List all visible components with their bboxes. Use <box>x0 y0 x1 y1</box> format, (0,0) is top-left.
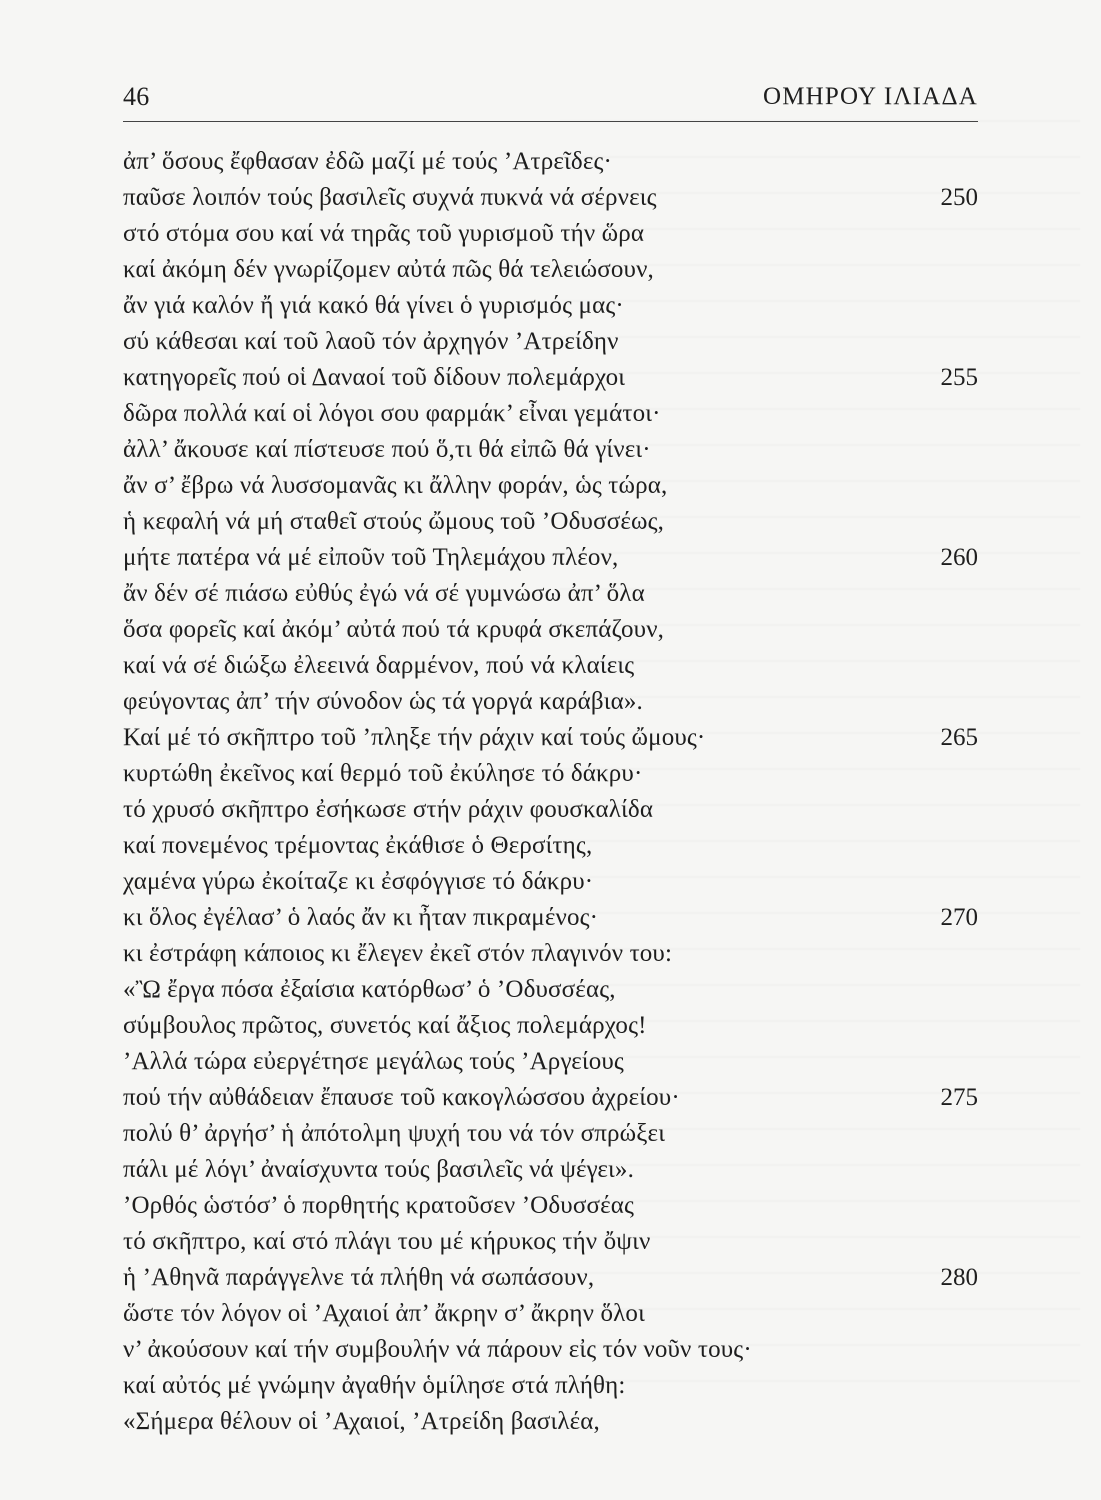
verse-text: σύ κάθεσαι καί τοῦ λαοῦ τόν ἀρχηγόν ’Ατρείδην <box>123 328 619 355</box>
verse-text: ἡ ’Αθηνᾶ παράγγελνε τά πλήθη νά σωπάσουν, <box>123 1264 595 1291</box>
verse-line <box>123 756 978 792</box>
verse-line <box>123 1332 978 1368</box>
verse-text: κατηγορεῖς πού οἱ Δαναοί τοῦ δίδουν πολεμάρχοι <box>123 364 626 391</box>
verse-line <box>123 1116 978 1152</box>
verse-text: πού τήν αὐθάδειαν ἔπαυσε τοῦ κακογλώσσου ἀχρείου· <box>123 1084 680 1111</box>
verse-text: ’Αλλά τώρα εὐεργέτησε μεγάλως τούς ’Αργείους <box>123 1048 624 1075</box>
verse-line <box>123 1224 978 1260</box>
verse-line <box>123 180 978 216</box>
verse-line <box>123 1368 978 1404</box>
verse-line <box>123 144 978 180</box>
verse-line <box>123 216 978 252</box>
line-number: 265 <box>940 724 978 751</box>
verse-text: ἀπ’ ὅσους ἔφθασαν ἐδῶ μαζί μέ τούς ’Ατρεῖδες· <box>123 148 612 175</box>
verse-text-block <box>123 144 978 1440</box>
verse-line <box>123 1080 978 1116</box>
verse-text: κυρτώθη ἐκεῖνος καί θερμό τοῦ ἐκύλησε τό δάκρυ· <box>123 760 643 787</box>
verse-text: δῶρα πολλά καί οἱ λόγοι σου φαρμάκ’ εἶναι γεμάτοι· <box>123 400 661 427</box>
verse-text: «Ὢ ἔργα πόσα ἐξαίσια κατόρθωσ’ ὁ ’Οδυσσέας, <box>123 976 616 1003</box>
verse-line <box>123 720 978 756</box>
verse-text: καί πονεμένος τρέμοντας ἐκάθισε ὁ Θερσίτης, <box>123 832 593 859</box>
verse-line <box>123 288 978 324</box>
line-number: 250 <box>940 184 978 211</box>
verse-line <box>123 1044 978 1080</box>
verse-line <box>123 900 978 936</box>
verse-text: ἄν σ’ ἔβρω νά λυσσομανᾶς κι ἄλλην φοράν, ὡς τώρα, <box>123 472 668 499</box>
verse-text: πάλι μέ λόγι’ ἀναίσχυντα τούς βασιλεῖς νά ψέγει». <box>123 1156 634 1183</box>
verse-line <box>123 1152 978 1188</box>
verse-text: καί αὐτός μέ γνώμην ἀγαθήν ὁμίλησε στά πλήθη: <box>123 1372 626 1399</box>
verse-text: κι ἐστράφη κάποιος κι ἔλεγεν ἐκεῖ στόν πλαγινόν του: <box>123 940 673 967</box>
verse-line <box>123 432 978 468</box>
verse-line <box>123 792 978 828</box>
running-title: ΟΜΗΡΟΥ ΙΛΙΑΔΑ <box>763 83 978 110</box>
verse-text: σύμβουλος πρῶτος, συνετός καί ἄξιος πολεμάρχος! <box>123 1012 647 1039</box>
verse-text: ἄν δέν σέ πιάσω εὐθύς ἐγώ νά σέ γυμνώσω ἀπ’ ὅλα <box>123 580 645 607</box>
verse-text: ν’ ἀκούσουν καί τήν συμβουλήν νά πάρουν εἰς τόν νοῦν τους· <box>123 1336 752 1363</box>
verse-text: Καί μέ τό σκῆπτρο τοῦ ’πληξε τήν ράχιν καί τούς ὤμους· <box>123 724 706 751</box>
verse-line <box>123 1296 978 1332</box>
verse-line <box>123 1404 978 1440</box>
verse-line <box>123 504 978 540</box>
verse-text: κι ὅλος ἐγέλασ’ ὁ λαός ἄν κι ἦταν πικραμένος· <box>123 904 599 931</box>
verse-text: παῦσε λοιπόν τούς βασιλεῖς συχνά πυκνά νά σέρνεις <box>123 184 657 211</box>
line-number: 270 <box>940 904 978 931</box>
line-number: 280 <box>940 1264 978 1291</box>
verse-line <box>123 396 978 432</box>
verse-line <box>123 936 978 972</box>
verse-text: ὥστε τόν λόγον οἱ ’Αχαιοί ἀπ’ ἄκρην σ’ ἄκρην ὅλοι <box>123 1300 645 1327</box>
verse-text: χαμένα γύρω ἐκοίταζε κι ἐσφόγγισε τό δάκρυ· <box>123 868 594 895</box>
verse-line <box>123 1188 978 1224</box>
header-rule <box>123 121 978 122</box>
verse-text: ἀλλ’ ἄκουσε καί πίστευσε πού ὅ,τι θά εἰπῶ θά γίνει· <box>123 436 651 463</box>
verse-text: φεύγοντας ἀπ’ τήν σύνοδον ὡς τά γοργά καράβια». <box>123 688 643 715</box>
verse-text: πολύ θ’ ἀργήσ’ ἡ ἀπότολμη ψυχή του νά τόν σπρώξει <box>123 1120 666 1147</box>
verse-text: ἄν γιά καλόν ἤ γιά κακό θά γίνει ὁ γυρισμός μας· <box>123 292 624 319</box>
verse-text: ἡ κεφαλή νά μή σταθεῖ στούς ὤμους τοῦ ’Οδυσσέως, <box>123 508 665 535</box>
verse-line <box>123 324 978 360</box>
verse-line <box>123 864 978 900</box>
verse-text: στό στόμα σου καί νά τηρᾶς τοῦ γυρισμοῦ τήν ὥρα <box>123 220 645 247</box>
verse-line <box>123 576 978 612</box>
verse-line <box>123 360 978 396</box>
verse-line <box>123 1260 978 1296</box>
verse-line <box>123 540 978 576</box>
verse-text: καί ἀκόμη δέν γνωρίζομεν αὐτά πῶς θά τελειώσουν, <box>123 256 654 283</box>
verse-text: τό χρυσό σκῆπτρο ἐσήκωσε στήν ράχιν φουσκαλίδα <box>123 796 654 823</box>
verse-line <box>123 468 978 504</box>
verse-line <box>123 1008 978 1044</box>
verse-line <box>123 684 978 720</box>
verse-text: μήτε πατέρα νά μέ εἰποῦν τοῦ Τηλεμάχου πλέον, <box>123 544 619 571</box>
verse-line <box>123 828 978 864</box>
verse-line <box>123 252 978 288</box>
verse-line <box>123 648 978 684</box>
verse-text: καί νά σέ διώξω ἐλεεινά δαρμένον, πού νά κλαίεις <box>123 652 635 679</box>
page-number: 46 <box>123 82 150 111</box>
page-header <box>123 82 978 116</box>
line-number: 260 <box>940 544 978 571</box>
verse-text: ὅσα φορεῖς καί ἀκόμ’ αὐτά πού τά κρυφά σκεπάζουν, <box>123 616 665 643</box>
line-number: 275 <box>940 1084 978 1111</box>
verse-text: «Σήμερα θέλουν οἱ ’Αχαιοί, ’Ατρείδη βασιλέα, <box>123 1408 600 1435</box>
verse-line <box>123 612 978 648</box>
verse-text: ’Ορθός ὡστόσ’ ὁ πορθητής κρατοῦσεν ’Οδυσσέας <box>123 1192 635 1219</box>
verse-text: τό σκῆπτρο, καί στό πλάγι του μέ κήρυκος τήν ὄψιν <box>123 1228 651 1255</box>
line-number: 255 <box>940 364 978 391</box>
verse-line <box>123 972 978 1008</box>
